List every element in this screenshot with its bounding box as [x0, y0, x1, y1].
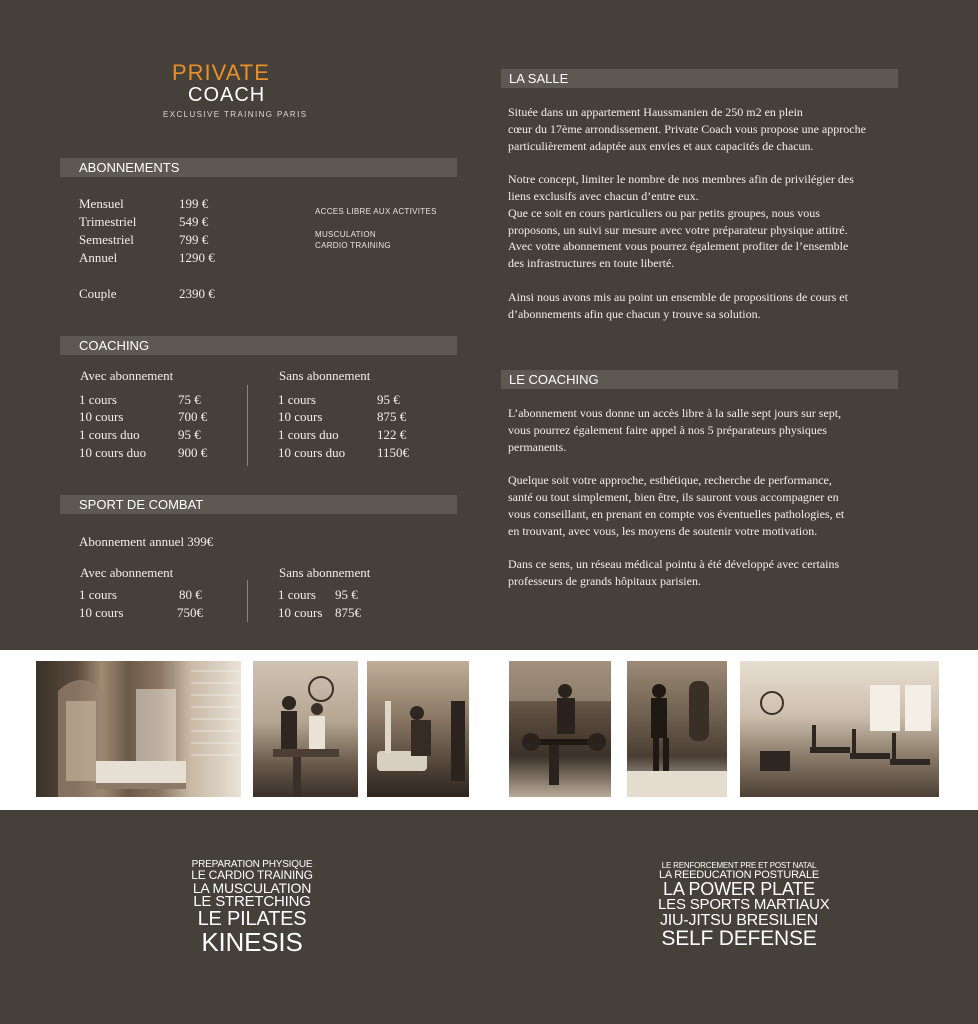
- logo-private: PRIVATE: [172, 60, 270, 85]
- text-line: Quelque soit votre approche, esthétique, recherche de performance,: [508, 473, 832, 488]
- column-divider: [247, 580, 248, 622]
- text-gap: [508, 539, 948, 556]
- combat-row: [79, 586, 202, 604]
- text-line: proposons, un suivi sur mesure avec votre préparateur physique attitré.: [508, 222, 848, 237]
- abonnement-row: [79, 195, 208, 213]
- text-gap: [508, 455, 948, 472]
- logo-coach: COACH: [188, 84, 266, 106]
- abonnement-price: 549 €: [179, 214, 209, 229]
- text-line: permanents.: [508, 439, 567, 454]
- abonnement-label: Semestriel: [79, 232, 134, 247]
- combat-price: 80 €: [179, 587, 202, 602]
- coaching-label: 1 cours duo: [278, 427, 339, 442]
- text-line: particulièrement adaptée aux envies et aux capacités de chacun.: [508, 138, 814, 153]
- coaching-price: 700 €: [178, 409, 208, 424]
- abonnement-row: [79, 285, 215, 303]
- text-line: vous pourrez également faire appel à nos 5 préparateurs physiques: [508, 422, 827, 437]
- activity-item: LE STRETCHING: [193, 893, 311, 911]
- photo-cardio-room: [740, 661, 939, 797]
- abonnement-price: 2390 €: [179, 286, 215, 301]
- text-gap: [508, 272, 948, 289]
- activity-item: SELF DEFENSE: [661, 926, 817, 950]
- coaching-text: [508, 405, 948, 590]
- coaching-price: 1150€: [377, 445, 410, 460]
- abonnement-price: 199 €: [179, 196, 209, 211]
- coaching-row: [79, 408, 207, 426]
- combat-price: 875€: [335, 605, 361, 620]
- combat-header: SPORT DE COMBAT: [60, 495, 457, 514]
- text-line: vous conseillant, en prenant en compte vos éventuelles pathologies, et: [508, 506, 845, 521]
- le-coaching-header: LE COACHING: [501, 370, 898, 389]
- coaching-row: [79, 426, 201, 444]
- text-line: d’abonnements afin que chacun y trouve sa solution.: [508, 306, 761, 321]
- text-gap: [508, 154, 948, 171]
- abonnement-label: Trimestriel: [79, 214, 137, 229]
- activity-item: LES SPORTS MARTIAUX: [658, 896, 830, 914]
- text-line: santé ou tout simplement, bien être, ils sauront vous accompagner en: [508, 489, 839, 504]
- abonnements-header: ABONNEMENTS: [60, 158, 457, 177]
- text-line: Située dans un appartement Haussmanien de 250 m2 en plein: [508, 105, 803, 119]
- coaching-row: [79, 444, 207, 462]
- coaching-header: COACHING: [60, 336, 457, 355]
- coaching-label: 10 cours duo: [278, 445, 346, 460]
- coaching-price: 95 €: [377, 392, 400, 407]
- activity-item: LE PILATES: [197, 907, 307, 930]
- activity-item: LA POWER PLATE: [663, 878, 815, 899]
- coaching-row: [79, 391, 201, 409]
- activity-item: JIU-JITSU BRESILIEN: [659, 911, 818, 929]
- activities-right: [658, 861, 830, 950]
- combat-row: [278, 586, 358, 604]
- coaching-price: 875 €: [377, 409, 407, 424]
- coaching-label: 1 cours: [278, 392, 316, 407]
- coaching-without-title: Sans abonnement: [279, 368, 371, 383]
- activity-item: LE CARDIO TRAINING: [191, 867, 313, 882]
- text-line: professeurs de grands hôpitaux parisien.: [508, 573, 701, 588]
- combat-label: 10 cours: [79, 605, 124, 620]
- coaching-price: 900 €: [178, 445, 208, 460]
- abonnement-row: [79, 213, 208, 231]
- text-line: cœur du 17ème arrondissement. Private Coach vous propose une approche: [508, 121, 866, 136]
- text-line: Que ce soit en cours particuliers ou par petits groupes, nous vous: [508, 205, 820, 220]
- coaching-price: 75 €: [178, 392, 201, 407]
- coaching-price: 122 €: [377, 427, 407, 442]
- combat-price: 750€: [177, 605, 203, 620]
- coaching-row: [278, 426, 406, 444]
- access-item: MUSCULATION: [315, 230, 376, 239]
- text-line: Dans ce sens, un réseau médical pointu à été développé avec certains: [508, 557, 840, 572]
- photo-combat: [627, 661, 727, 797]
- activity-item: LA MUSCULATION: [192, 879, 312, 896]
- combat-without-title: Sans abonnement: [279, 565, 371, 580]
- text-line: des infrastructures en toute liberté.: [508, 256, 675, 271]
- combat-row: [79, 604, 203, 622]
- salle-header: LA SALLE: [501, 69, 898, 88]
- coaching-label: 1 cours: [79, 392, 117, 407]
- logo-tagline: EXCLUSIVE TRAINING PARIS: [163, 110, 308, 119]
- coaching-price: 95 €: [178, 427, 201, 442]
- text-line: Avec votre abonnement vous pourrez également profiter de l’ensemble: [508, 239, 849, 254]
- abonnement-row: [79, 231, 208, 249]
- text-line: en trouvant, avec vous, les moyens de soutenir votre motivation.: [508, 523, 818, 538]
- combat-annual: Abonnement annuel 399€: [79, 534, 214, 549]
- abonnement-label: Annuel: [79, 250, 118, 265]
- text-line: liens exclusifs avec chacun d’entre eux.: [508, 188, 699, 203]
- photo-lounge: [36, 661, 241, 797]
- activities-left: [186, 860, 318, 955]
- photo-weights: [509, 661, 611, 797]
- activity-item: LA REEDUCATION POSTURALE: [658, 868, 820, 881]
- coaching-label: 10 cours: [278, 409, 323, 424]
- abonnement-price: 1290 €: [179, 250, 215, 265]
- combat-label: 1 cours: [79, 587, 117, 602]
- coaching-label: 1 cours duo: [79, 427, 140, 442]
- coaching-row: [278, 391, 400, 409]
- salle-text: [508, 104, 948, 322]
- coaching-label: 10 cours duo: [79, 445, 147, 460]
- abonnement-label: Couple: [79, 286, 117, 301]
- combat-row: [278, 604, 361, 622]
- column-divider: [247, 385, 248, 466]
- abonnement-price: 799 €: [179, 232, 209, 247]
- activity-item: LE RENFORCEMENT PRE ET POST NATAL: [661, 861, 817, 870]
- activity-item: PREPARATION PHYSIQUE: [191, 859, 313, 870]
- coaching-row: [278, 444, 409, 462]
- combat-with-title: Avec abonnement: [80, 565, 174, 580]
- access-item: CARDIO TRAINING: [315, 241, 391, 250]
- access-title: ACCES LIBRE AUX ACTIVITES: [315, 207, 437, 216]
- text-line: Ainsi nous avons mis au point un ensemble de propositions de cours et: [508, 289, 848, 304]
- text-line: L’abonnement vous donne un accès libre à la salle sept jours sur sept,: [508, 406, 842, 420]
- photo-training-duo: [253, 661, 358, 797]
- abonnement-row: [79, 249, 215, 267]
- combat-label: 10 cours: [278, 605, 323, 620]
- coaching-with-title: Avec abonnement: [80, 368, 174, 383]
- coaching-row: [278, 408, 406, 426]
- text-line: Notre concept, limiter le nombre de nos membres afin de privilégier des: [508, 172, 854, 187]
- combat-price: 95 €: [335, 587, 358, 602]
- photo-power-plate: [367, 661, 469, 797]
- activity-item: KINESIS: [201, 926, 303, 957]
- abonnement-label: Mensuel: [79, 196, 124, 211]
- coaching-label: 10 cours: [79, 409, 124, 424]
- combat-label: 1 cours: [278, 587, 316, 602]
